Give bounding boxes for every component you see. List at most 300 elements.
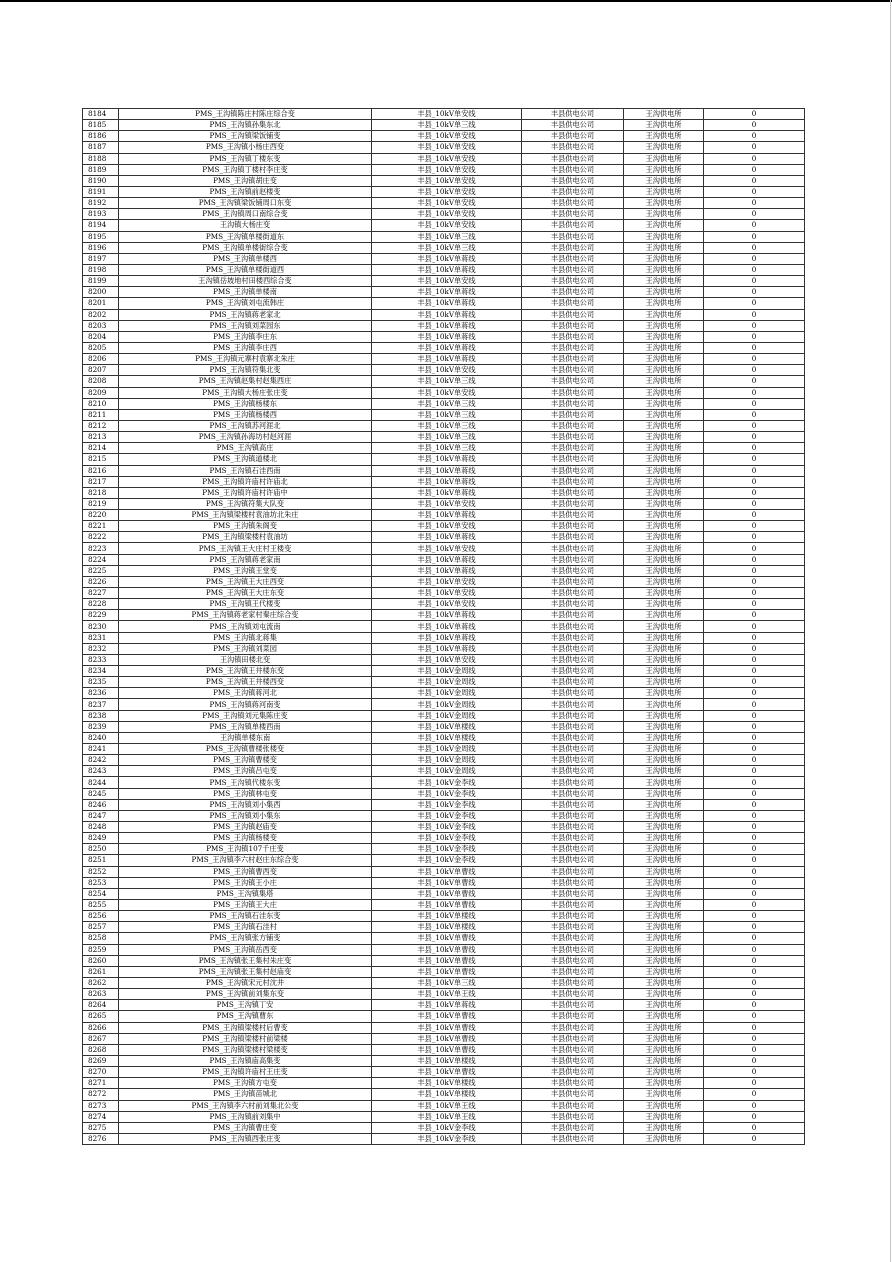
feeder-line-cell: 丰县_10kV单曹线	[372, 877, 522, 888]
company-cell: 丰县供电公司	[522, 732, 624, 743]
feeder-line-cell: 丰县_10kV金李线	[372, 1133, 522, 1144]
transformer-name-cell: PMS_王沟镇曹庄变	[119, 1122, 372, 1133]
company-cell: 丰县供电公司	[522, 1055, 624, 1066]
value-cell: 0	[704, 1067, 805, 1078]
row-id-cell: 8232	[83, 643, 119, 654]
company-cell: 丰县供电公司	[522, 1122, 624, 1133]
value-cell: 0	[704, 387, 805, 398]
value-cell: 0	[704, 966, 805, 977]
table-row	[83, 320, 805, 331]
transformer-name-cell: PMS_王沟镇梁楼村梁楼变	[119, 1044, 372, 1055]
value-cell: 0	[704, 342, 805, 353]
value-cell: 0	[704, 376, 805, 387]
row-id-cell: 8188	[83, 153, 119, 164]
feeder-line-cell: 丰县_10kV单蒋线	[372, 643, 522, 654]
table-row	[83, 331, 805, 342]
value-cell: 0	[704, 1111, 805, 1122]
value-cell: 0	[704, 1044, 805, 1055]
table-row	[83, 409, 805, 420]
transformer-name-cell: PMS_王沟镇单楼街道西	[119, 264, 372, 275]
table-row	[83, 365, 805, 376]
table-row	[83, 710, 805, 721]
row-id-cell: 8202	[83, 309, 119, 320]
table-row	[83, 354, 805, 365]
row-id-cell: 8270	[83, 1067, 119, 1078]
transformer-name-cell: PMS_王沟镇李庄西	[119, 342, 372, 353]
transformer-name-cell: PMS_王沟镇朱阁变	[119, 521, 372, 532]
row-id-cell: 8266	[83, 1022, 119, 1033]
transformer-name-cell: PMS_王沟镇宋元村沈井	[119, 977, 372, 988]
transformer-name-cell: PMS_王沟镇单楼街道东	[119, 231, 372, 242]
feeder-line-cell: 丰县_10kV单蒋线	[372, 354, 522, 365]
company-cell: 丰县供电公司	[522, 576, 624, 587]
value-cell: 0	[704, 365, 805, 376]
feeder-line-cell: 丰县_10kV单曹线	[372, 1022, 522, 1033]
feeder-line-cell: 丰县_10kV单蒋线	[372, 309, 522, 320]
value-cell: 0	[704, 599, 805, 610]
value-cell: 0	[704, 1078, 805, 1089]
value-cell: 0	[704, 309, 805, 320]
table-row	[83, 387, 805, 398]
transformer-name-cell: PMS_王沟镇王代楼变	[119, 599, 372, 610]
table-row	[83, 599, 805, 610]
table-body	[83, 109, 805, 1145]
company-cell: 丰县供电公司	[522, 131, 624, 142]
company-cell: 丰县供电公司	[522, 454, 624, 465]
row-id-cell: 8184	[83, 109, 119, 120]
value-cell: 0	[704, 510, 805, 521]
feeder-line-cell: 丰县_10kV单王线	[372, 1111, 522, 1122]
row-id-cell: 8253	[83, 877, 119, 888]
station-cell: 王沟供电所	[624, 677, 704, 688]
feeder-line-cell: 丰县_10kV单蒋线	[372, 320, 522, 331]
table-row	[83, 721, 805, 732]
transformer-name-cell: PMS_王沟镇前刘集东变	[119, 989, 372, 1000]
feeder-line-cell: 丰县_10kV金李线	[372, 810, 522, 821]
feeder-line-cell: 丰县_10kV单蒋线	[372, 331, 522, 342]
transformer-name-cell: PMS_王沟镇丁安	[119, 1000, 372, 1011]
feeder-line-cell: 丰县_10kV单安线	[372, 521, 522, 532]
feeder-line-cell: 丰县_10kV单安线	[372, 186, 522, 197]
transformer-name-cell: PMS_王沟镇梁饭铺周口东变	[119, 198, 372, 209]
feeder-line-cell: 丰县_10kV单蒋线	[372, 487, 522, 498]
feeder-line-cell: 丰县_10kV单曹线	[372, 944, 522, 955]
row-id-cell: 8186	[83, 131, 119, 142]
company-cell: 丰县供电公司	[522, 264, 624, 275]
transformer-name-cell: PMS_王沟镇岳西变	[119, 944, 372, 955]
company-cell: 丰县供电公司	[522, 276, 624, 287]
company-cell: 丰县供电公司	[522, 1000, 624, 1011]
row-id-cell: 8191	[83, 186, 119, 197]
station-cell: 王沟供电所	[624, 309, 704, 320]
row-id-cell: 8275	[83, 1122, 119, 1133]
value-cell: 0	[704, 855, 805, 866]
table-row	[83, 1000, 805, 1011]
feeder-line-cell: 丰县_10kV单曹线	[372, 899, 522, 910]
value-cell: 0	[704, 1133, 805, 1144]
feeder-line-cell: 丰县_10kV金周线	[372, 755, 522, 766]
row-id-cell: 8239	[83, 721, 119, 732]
station-cell: 王沟供电所	[624, 766, 704, 777]
company-cell: 丰县供电公司	[522, 521, 624, 532]
company-cell: 丰县供电公司	[522, 331, 624, 342]
transformer-name-cell: PMS_王沟镇集塔	[119, 888, 372, 899]
transformer-name-cell: PMS_王沟镇刘屯流南	[119, 621, 372, 632]
station-cell: 王沟供电所	[624, 220, 704, 231]
row-id-cell: 8268	[83, 1044, 119, 1055]
row-id-cell: 8219	[83, 498, 119, 509]
row-id-cell: 8197	[83, 253, 119, 264]
station-cell: 王沟供电所	[624, 688, 704, 699]
value-cell: 0	[704, 822, 805, 833]
feeder-line-cell: 丰县_10kV单蒋线	[372, 264, 522, 275]
transformer-name-cell: PMS_王沟镇许庙村王庄变	[119, 1067, 372, 1078]
feeder-line-cell: 丰县_10kV单楼线	[372, 1078, 522, 1089]
row-id-cell: 8246	[83, 799, 119, 810]
transformer-name-cell: PMS_王沟镇吕屯变	[119, 766, 372, 777]
station-cell: 王沟供电所	[624, 109, 704, 120]
row-id-cell: 8185	[83, 120, 119, 131]
row-id-cell: 8230	[83, 621, 119, 632]
station-cell: 王沟供电所	[624, 777, 704, 788]
value-cell: 0	[704, 120, 805, 131]
station-cell: 王沟供电所	[624, 1111, 704, 1122]
feeder-line-cell: 丰县_10kV单楼线	[372, 721, 522, 732]
page-top-border	[0, 0, 892, 2]
row-id-cell: 8276	[83, 1133, 119, 1144]
company-cell: 丰县供电公司	[522, 1044, 624, 1055]
value-cell: 0	[704, 610, 805, 621]
company-cell: 丰县供电公司	[522, 565, 624, 576]
transformer-name-cell: PMS_王沟镇王大庄西变	[119, 576, 372, 587]
row-id-cell: 8233	[83, 654, 119, 665]
feeder-line-cell: 丰县_10kV单三线	[372, 376, 522, 387]
table-row	[83, 554, 805, 565]
value-cell: 0	[704, 253, 805, 264]
row-id-cell: 8192	[83, 198, 119, 209]
company-cell: 丰县供电公司	[522, 977, 624, 988]
feeder-line-cell: 丰县_10kV金李线	[372, 1122, 522, 1133]
station-cell: 王沟供电所	[624, 822, 704, 833]
company-cell: 丰县供电公司	[522, 922, 624, 933]
station-cell: 王沟供电所	[624, 632, 704, 643]
table-row	[83, 420, 805, 431]
value-cell: 0	[704, 565, 805, 576]
transformer-name-cell: PMS_王沟镇孙集东北	[119, 120, 372, 131]
company-cell: 丰县供电公司	[522, 643, 624, 654]
row-id-cell: 8248	[83, 822, 119, 833]
value-cell: 0	[704, 1055, 805, 1066]
table-row	[83, 120, 805, 131]
value-cell: 0	[704, 1089, 805, 1100]
table-row	[83, 1078, 805, 1089]
value-cell: 0	[704, 532, 805, 543]
feeder-line-cell: 丰县_10kV单蒋线	[372, 454, 522, 465]
row-id-cell: 8217	[83, 476, 119, 487]
company-cell: 丰县供电公司	[522, 309, 624, 320]
transformer-name-cell: PMS_王沟镇刘小集东	[119, 810, 372, 821]
transformer-name-cell: PMS_王沟镇梁楼村袁油坊北朱庄	[119, 510, 372, 521]
station-cell: 王沟供电所	[624, 599, 704, 610]
value-cell: 0	[704, 989, 805, 1000]
company-cell: 丰县供电公司	[522, 1022, 624, 1033]
row-id-cell: 8227	[83, 588, 119, 599]
value-cell: 0	[704, 331, 805, 342]
table-row	[83, 654, 805, 665]
company-cell: 丰县供电公司	[522, 899, 624, 910]
company-cell: 丰县供电公司	[522, 342, 624, 353]
feeder-line-cell: 丰县_10kV单蒋线	[372, 565, 522, 576]
station-cell: 王沟供电所	[624, 944, 704, 955]
value-cell: 0	[704, 242, 805, 253]
value-cell: 0	[704, 877, 805, 888]
transformer-name-cell: PMS_王沟镇单楼南	[119, 287, 372, 298]
station-cell: 王沟供电所	[624, 1033, 704, 1044]
company-cell: 丰县供电公司	[522, 688, 624, 699]
transformer-name-cell: 王沟镇大杨庄变	[119, 220, 372, 231]
station-cell: 王沟供电所	[624, 521, 704, 532]
table-row	[83, 264, 805, 275]
row-id-cell: 8223	[83, 543, 119, 554]
value-cell: 0	[704, 1011, 805, 1022]
value-cell: 0	[704, 766, 805, 777]
feeder-line-cell: 丰县_10kV单蒋线	[372, 554, 522, 565]
table-row	[83, 766, 805, 777]
value-cell: 0	[704, 744, 805, 755]
table-row	[83, 443, 805, 454]
transformer-name-cell: PMS_王沟镇蒋老家北	[119, 309, 372, 320]
row-id-cell: 8205	[83, 342, 119, 353]
station-cell: 王沟供电所	[624, 911, 704, 922]
company-cell: 丰县供电公司	[522, 677, 624, 688]
value-cell: 0	[704, 699, 805, 710]
transformer-name-cell: PMS_王沟镇王井楼东变	[119, 666, 372, 677]
transformer-name-cell: PMS_王沟镇曹楼变	[119, 755, 372, 766]
transformer-name-cell: PMS_王沟镇杨楼变	[119, 833, 372, 844]
row-id-cell: 8242	[83, 755, 119, 766]
table-row	[83, 153, 805, 164]
feeder-line-cell: 丰县_10kV单楼线	[372, 922, 522, 933]
company-cell: 丰县供电公司	[522, 699, 624, 710]
value-cell: 0	[704, 922, 805, 933]
row-id-cell: 8235	[83, 677, 119, 688]
table-row	[83, 142, 805, 153]
station-cell: 王沟供电所	[624, 543, 704, 554]
feeder-line-cell: 丰县_10kV金周线	[372, 699, 522, 710]
station-cell: 王沟供电所	[624, 1122, 704, 1133]
station-cell: 王沟供电所	[624, 654, 704, 665]
value-cell: 0	[704, 788, 805, 799]
feeder-line-cell: 丰县_10kV单王线	[372, 989, 522, 1000]
feeder-line-cell: 丰县_10kV金周线	[372, 688, 522, 699]
transformer-name-cell: PMS_王沟镇单楼街综合变	[119, 242, 372, 253]
value-cell: 0	[704, 398, 805, 409]
table-row	[83, 487, 805, 498]
feeder-line-cell: 丰县_10kV单三线	[372, 120, 522, 131]
row-id-cell: 8238	[83, 710, 119, 721]
table-row	[83, 576, 805, 587]
company-cell: 丰县供电公司	[522, 1111, 624, 1122]
transformer-name-cell: PMS_王沟镇石洼西南	[119, 465, 372, 476]
company-cell: 丰县供电公司	[522, 632, 624, 643]
table-row	[83, 342, 805, 353]
value-cell: 0	[704, 354, 805, 365]
table-row	[83, 833, 805, 844]
feeder-line-cell: 丰县_10kV单三线	[372, 409, 522, 420]
transformer-name-cell: 王沟镇单楼东南	[119, 732, 372, 743]
feeder-line-cell: 丰县_10kV单楼线	[372, 732, 522, 743]
transformer-name-cell: PMS_王沟镇符集北变	[119, 365, 372, 376]
company-cell: 丰县供电公司	[522, 409, 624, 420]
transformer-name-cell: PMS_王沟镇丁楼东变	[119, 153, 372, 164]
value-cell: 0	[704, 888, 805, 899]
company-cell: 丰县供电公司	[522, 799, 624, 810]
company-cell: 丰县供电公司	[522, 443, 624, 454]
row-id-cell: 8208	[83, 376, 119, 387]
table-row	[83, 109, 805, 120]
station-cell: 王沟供电所	[624, 1044, 704, 1055]
company-cell: 丰县供电公司	[522, 1033, 624, 1044]
company-cell: 丰县供电公司	[522, 387, 624, 398]
company-cell: 丰县供电公司	[522, 788, 624, 799]
value-cell: 0	[704, 576, 805, 587]
feeder-line-cell: 丰县_10kV单安线	[372, 198, 522, 209]
company-cell: 丰县供电公司	[522, 365, 624, 376]
station-cell: 王沟供电所	[624, 443, 704, 454]
transformer-name-cell: PMS_王沟镇李庄东	[119, 331, 372, 342]
feeder-line-cell: 丰县_10kV单安线	[372, 599, 522, 610]
station-cell: 王沟供电所	[624, 120, 704, 131]
table-row	[83, 209, 805, 220]
transformer-name-cell: PMS_王沟镇孙海坊村赵河涯	[119, 432, 372, 443]
station-cell: 王沟供电所	[624, 354, 704, 365]
company-cell: 丰县供电公司	[522, 610, 624, 621]
station-cell: 王沟供电所	[624, 153, 704, 164]
station-cell: 王沟供电所	[624, 498, 704, 509]
row-id-cell: 8249	[83, 833, 119, 844]
feeder-line-cell: 丰县_10kV单蒋线	[372, 298, 522, 309]
table-row	[83, 186, 805, 197]
feeder-line-cell: 丰县_10kV单安线	[372, 142, 522, 153]
row-id-cell: 8257	[83, 922, 119, 933]
station-cell: 王沟供电所	[624, 788, 704, 799]
value-cell: 0	[704, 844, 805, 855]
station-cell: 王沟供电所	[624, 331, 704, 342]
feeder-line-cell: 丰县_10kV单三线	[372, 398, 522, 409]
value-cell: 0	[704, 1100, 805, 1111]
station-cell: 王沟供电所	[624, 922, 704, 933]
company-cell: 丰县供电公司	[522, 209, 624, 220]
transformer-name-cell: PMS_王沟镇丁楼村李庄变	[119, 164, 372, 175]
row-id-cell: 8262	[83, 977, 119, 988]
transformer-name-cell: PMS_王沟镇梁饭铺变	[119, 131, 372, 142]
value-cell: 0	[704, 264, 805, 275]
company-cell: 丰县供电公司	[522, 109, 624, 120]
table-row	[83, 699, 805, 710]
table-row	[83, 309, 805, 320]
transformer-name-cell: PMS_王沟镇王堂变	[119, 565, 372, 576]
value-cell: 0	[704, 632, 805, 643]
company-cell: 丰县供电公司	[522, 498, 624, 509]
station-cell: 王沟供电所	[624, 888, 704, 899]
company-cell: 丰县供电公司	[522, 944, 624, 955]
table-row	[83, 632, 805, 643]
transformer-name-cell: PMS_王沟镇北蒋集	[119, 632, 372, 643]
transformer-name-cell: PMS_王沟镇石洼村	[119, 922, 372, 933]
row-id-cell: 8212	[83, 420, 119, 431]
feeder-line-cell: 丰县_10kV单蒋线	[372, 465, 522, 476]
transformer-name-cell: PMS_王沟镇蒋河南变	[119, 699, 372, 710]
row-id-cell: 8207	[83, 365, 119, 376]
company-cell: 丰县供电公司	[522, 175, 624, 186]
company-cell: 丰县供电公司	[522, 186, 624, 197]
transformer-name-cell: PMS_王沟镇胡庄变	[119, 175, 372, 186]
table-row	[83, 1055, 805, 1066]
table-row	[83, 532, 805, 543]
transformer-name-cell: PMS_王沟镇前赵楼变	[119, 186, 372, 197]
table-row	[83, 966, 805, 977]
transformer-name-cell: PMS_王沟镇杨楼西	[119, 409, 372, 420]
station-cell: 王沟供电所	[624, 186, 704, 197]
station-cell: 王沟供电所	[624, 1055, 704, 1066]
transformer-name-cell: PMS_王沟镇刘小集西	[119, 799, 372, 810]
station-cell: 王沟供电所	[624, 933, 704, 944]
transformer-name-cell: PMS_王沟镇李六村赵庄东综合变	[119, 855, 372, 866]
value-cell: 0	[704, 175, 805, 186]
company-cell: 丰县供电公司	[522, 877, 624, 888]
transformer-name-cell: PMS_王沟镇单楼西	[119, 253, 372, 264]
row-id-cell: 8228	[83, 599, 119, 610]
table-row	[83, 643, 805, 654]
transformer-name-cell: PMS_王沟镇曹西变	[119, 866, 372, 877]
transformer-name-cell: PMS_王沟镇梁楼村袁油坊	[119, 532, 372, 543]
table-row	[83, 1033, 805, 1044]
row-id-cell: 8214	[83, 443, 119, 454]
transformer-name-cell: PMS_王沟镇符集大队变	[119, 498, 372, 509]
transformer-name-cell: PMS_王沟镇曹楼张楼变	[119, 744, 372, 755]
station-cell: 王沟供电所	[624, 955, 704, 966]
transformer-name-cell: PMS_王沟镇高庄	[119, 443, 372, 454]
table-row	[83, 799, 805, 810]
value-cell: 0	[704, 688, 805, 699]
transformer-name-cell: PMS_王沟镇梁楼村后曹变	[119, 1022, 372, 1033]
transformer-name-cell: PMS_王沟镇王大庄东变	[119, 588, 372, 599]
row-id-cell: 8258	[83, 933, 119, 944]
company-cell: 丰县供电公司	[522, 911, 624, 922]
feeder-line-cell: 丰县_10kV单蒋线	[372, 287, 522, 298]
transformer-name-cell: PMS_王沟镇苏河涯北	[119, 420, 372, 431]
company-cell: 丰县供电公司	[522, 1067, 624, 1078]
row-id-cell: 8234	[83, 666, 119, 677]
station-cell: 王沟供电所	[624, 376, 704, 387]
table-row	[83, 732, 805, 743]
row-id-cell: 8256	[83, 911, 119, 922]
transformer-name-cell: PMS_王沟镇张王集村赵庙变	[119, 966, 372, 977]
value-cell: 0	[704, 666, 805, 677]
table-row	[83, 276, 805, 287]
value-cell: 0	[704, 810, 805, 821]
row-id-cell: 8213	[83, 432, 119, 443]
row-id-cell: 8229	[83, 610, 119, 621]
station-cell: 王沟供电所	[624, 1089, 704, 1100]
table-row	[83, 944, 805, 955]
table-row	[83, 933, 805, 944]
value-cell: 0	[704, 142, 805, 153]
station-cell: 王沟供电所	[624, 420, 704, 431]
feeder-line-cell: 丰县_10kV金李线	[372, 777, 522, 788]
feeder-line-cell: 丰县_10kV单安线	[372, 164, 522, 175]
station-cell: 王沟供电所	[624, 833, 704, 844]
